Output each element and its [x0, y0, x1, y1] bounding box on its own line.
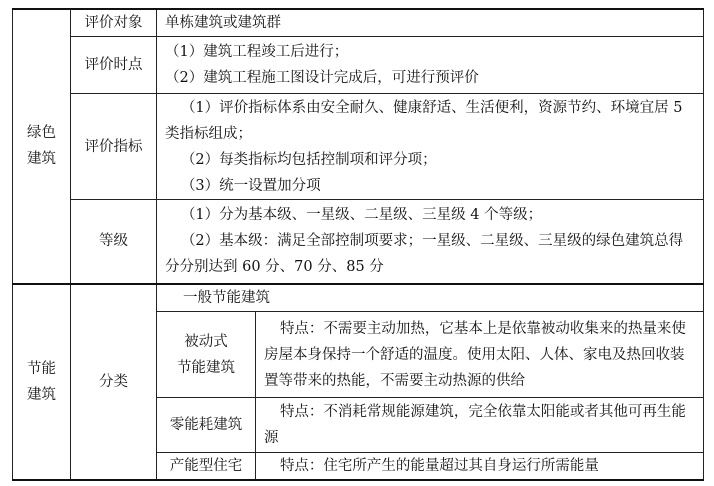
sub-text: 特点：住宅所产生的能量超过其自身运行所需能量 — [256, 453, 704, 481]
table-row — [13, 284, 704, 312]
table-row — [13, 9, 704, 37]
category-energy-line1: 节能 — [27, 360, 56, 377]
sub-name-line: 零能耗建筑 — [169, 417, 243, 433]
sub-text: 特点：不需要主动加热，它基本上是依靠被动收集来的热量来使房屋本身保持一个舒适的温度。使用太阳、人体、家电及热回收装置等带来的热能，不需要主动热源的供给 — [256, 312, 704, 398]
row-content — [157, 9, 704, 37]
category-energy-line2: 建筑 — [27, 386, 56, 403]
row-content — [157, 94, 704, 200]
row-label: 等级 — [71, 200, 157, 284]
general-energy-building: 一般节能建筑 — [157, 284, 704, 312]
table-row — [13, 37, 704, 94]
sub-name — [157, 312, 256, 398]
category-green-line1: 绿色 — [27, 125, 56, 142]
table — [12, 8, 704, 481]
sub-name-line: 产能型住宅 — [169, 458, 243, 474]
table-row — [13, 94, 704, 200]
energy-label: 分类 — [71, 284, 157, 481]
table-row — [13, 200, 704, 284]
content-line: 单栋建筑或建筑群 — [165, 15, 281, 31]
content-line: （1）建筑工程竣工后进行； — [165, 44, 349, 60]
sub-name-line: 节能建筑 — [177, 359, 235, 376]
category-green-line2: 建筑 — [27, 151, 56, 168]
row-label: 评价指标 — [71, 94, 157, 200]
content-line: （2）每类指标均包括控制项和评分项； — [180, 151, 437, 168]
sub-name-line: 被动式 — [184, 333, 228, 350]
row-label: 评价时点 — [71, 37, 157, 94]
category-energy — [13, 284, 71, 481]
row-label: 评价对象 — [71, 9, 157, 37]
criteria-table — [12, 8, 703, 474]
sub-text: 特点：不消耗常规能源建筑，完全依靠太阳能或者其他可再生能源 — [256, 398, 704, 453]
content-line: （2）基本级：满足全部控制项要求；一星级、二星级、三星级的绿色建筑总得分分别达到 60 分、70 分、85 分 — [165, 233, 684, 276]
sub-name — [157, 398, 256, 453]
content-line: （1）评价指标体系由安全耐久、健康舒适、生活便利，资源节约、环境宜居 5 类指标组成； — [165, 99, 683, 142]
sub-name — [157, 453, 256, 481]
category-green — [13, 9, 71, 284]
row-content — [157, 200, 704, 284]
content-line: （1）分为基本级、一星级、二星级、三星级 4 个等级； — [180, 207, 543, 224]
content-line: （2）建筑工程施工图设计完成后，可进行预评价 — [165, 70, 479, 86]
row-content — [157, 37, 704, 94]
content-line: （3）统一设置加分项 — [180, 177, 321, 194]
